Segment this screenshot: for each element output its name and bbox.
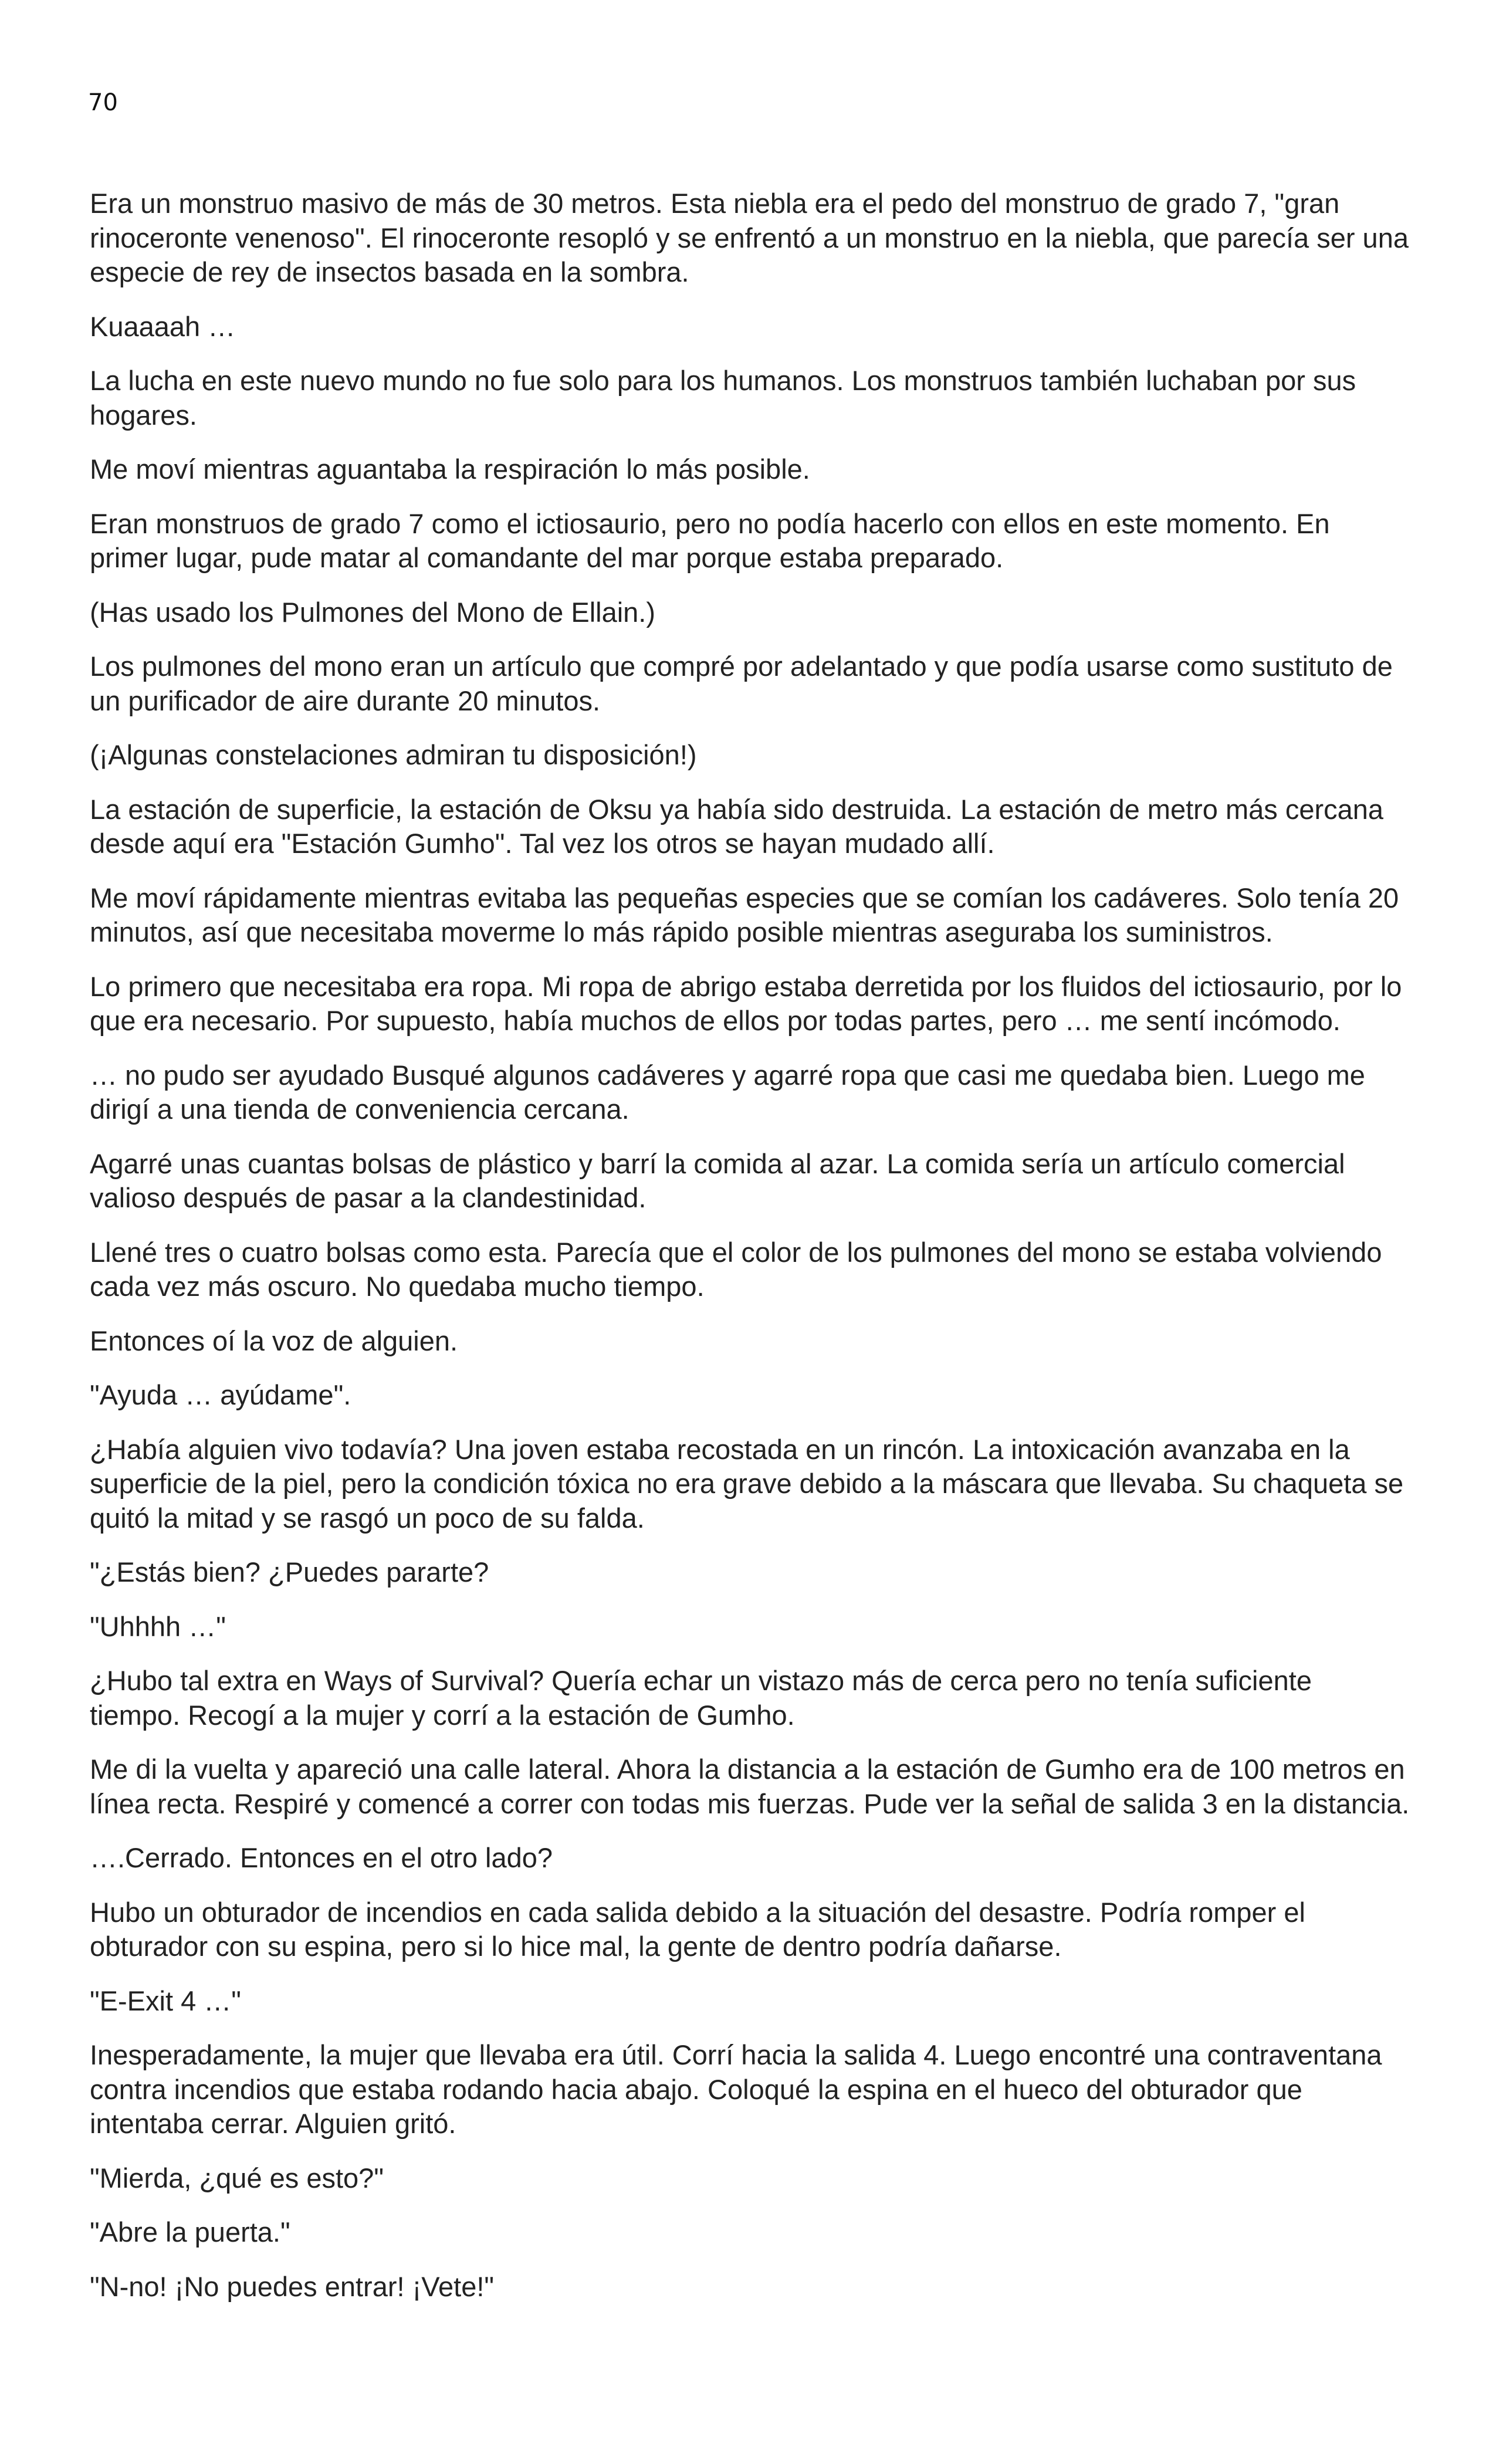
paragraph: Llené tres o cuatro bolsas como esta. Parecía que el color de los pulmones del mono se estaba volviendo cada vez más oscuro. No quedaba mucho tiempo. xyxy=(90,1236,1382,1302)
paragraph: Me di la vuelta y apareció una calle lateral. Ahora la distancia a la estación de Gumho era de 100 metros en línea recta. Respiré y comencé a correr con todas mis fuerzas. Pude ver la señal de salida 3 en la distancia. xyxy=(90,1754,1410,1819)
paragraph: Inesperadamente, la mujer que llevaba era útil. Corrí hacia la salida 4. Luego encontré una contraventana contra incendios que estaba rodando hacia abajo. Coloqué la espina en el hueco del obturador que intentaba cerrar. Alguien gritó. xyxy=(90,2039,1382,2139)
paragraph: Hubo un obturador de incendios en cada salida debido a la situación del desastre. Podría romper el obturador con su espina, pero si lo hice mal, la gente de dentro podría dañarse. xyxy=(90,1896,1305,1962)
paragraph: La estación de superficie, la estación de Oksu ya había sido destruida. La estación de metro más cercana desde aquí era "Estación Gumho". Tal vez los otros se hayan mudado allí. xyxy=(90,793,1384,859)
paragraph: Me moví mientras aguantaba la respiración lo más posible. xyxy=(90,453,810,485)
body-text xyxy=(90,187,1410,2324)
paragraph: … no pudo ser ayudado Busqué algunos cadáveres y agarré ropa que casi me quedaba bien. Luego me dirigí a una tienda de conveniencia cercana. xyxy=(90,1059,1365,1125)
paragraph: (Has usado los Pulmones del Mono de Ellain.) xyxy=(90,596,656,628)
paragraph: "Ayuda … ayúdame". xyxy=(90,1379,351,1410)
paragraph: "Abre la puerta." xyxy=(90,2216,290,2248)
paragraph: "Uhhhh …" xyxy=(90,1610,226,1642)
paragraph: ¿Hubo tal extra en Ways of Survival? Quería echar un vistazo más de cerca pero no tenía suficiente tiempo. Recogí a la mujer y corrí a la estación de Gumho. xyxy=(90,1665,1312,1731)
paragraph: (¡Algunas constelaciones admiran tu disposición!) xyxy=(90,739,697,770)
paragraph: "E-Exit 4 …" xyxy=(90,1985,241,2016)
paragraph: "N-no! ¡No puedes entrar! ¡Vete!" xyxy=(90,2270,495,2302)
paragraph: ¿Había alguien vivo todavía? Una joven estaba recostada en un rincón. La intoxicación avanzaba en la superficie de la piel, pero la condición tóxica no era grave debido a la máscara que llevaba. Su chaqueta se quitó la mitad y se rasgó un poco de su falda. xyxy=(90,1433,1404,1534)
paragraph: La lucha en este nuevo mundo no fue solo para los humanos. Los monstruos también luchaban por sus hogares. xyxy=(90,365,1356,431)
paragraph: "¿Estás bien? ¿Puedes pararte? xyxy=(90,1556,489,1588)
paragraph: Me moví rápidamente mientras evitaba las pequeñas especies que se comían los cadáveres. Solo tenía 20 minutos, así que necesitaba moverme lo más rápido posible mientras aseguraba los suministros. xyxy=(90,882,1399,947)
paragraph: Lo primero que necesitaba era ropa. Mi ropa de abrigo estaba derretida por los fluidos del ictiosaurio, por lo que era necesario. Por supuesto, había muchos de ellos por todas partes, pero … me sentí incómodo. xyxy=(90,970,1402,1036)
paragraph: Los pulmones del mono eran un artículo que compré por adelantado y que podía usarse como sustituto de un purificador de aire durante 20 minutos. xyxy=(90,651,1393,716)
paragraph: "Mierda, ¿qué es esto?" xyxy=(90,2162,384,2194)
paragraph: Eran monstruos de grado 7 como el ictiosaurio, pero no podía hacerlo con ellos en este momento. En primer lugar, pude matar al comandante del mar porque estaba preparado. xyxy=(90,507,1330,573)
paragraph: ….Cerrado. Entonces en el otro lado? xyxy=(90,1842,553,1873)
page-number: 70 xyxy=(88,89,118,116)
paragraph: Entonces oí la voz de alguien. xyxy=(90,1325,458,1356)
paragraph: Kuaaaah … xyxy=(90,310,236,342)
paragraph: Agarré unas cuantas bolsas de plástico y barrí la comida al azar. La comida sería un artículo comercial valioso después de pasar a la clandestinidad. xyxy=(90,1148,1345,1213)
paragraph: Era un monstruo masivo de más de 30 metros. Esta niebla era el pedo del monstruo de grado 7, "gran rinoceronte venenoso". El rinoceronte resopló y se enfrentó a un monstruo en la niebla, que parecía ser una especie de rey de insectos basada en la sombra. xyxy=(90,188,1409,287)
